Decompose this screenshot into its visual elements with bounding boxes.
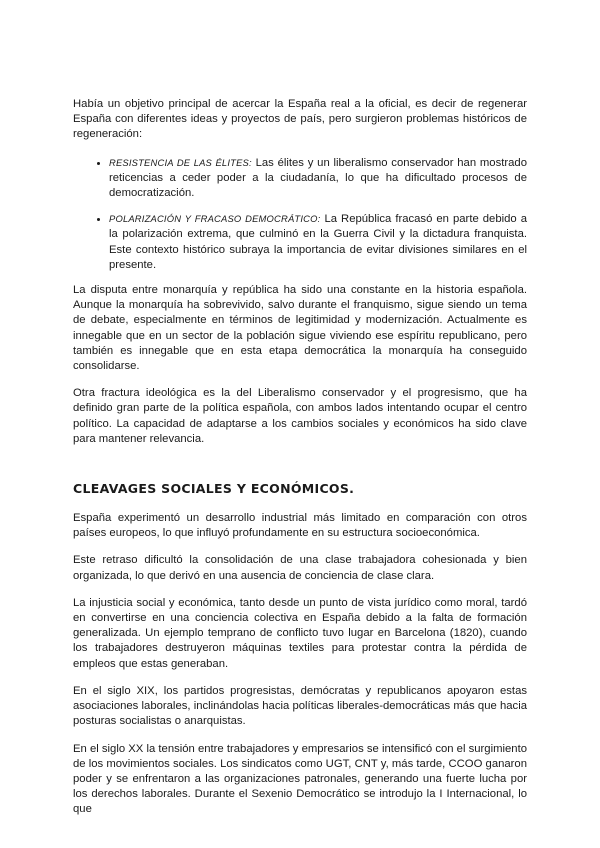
list-item-term: POLARIZACIÓN Y FRACASO DEMOCRÁTICO: bbox=[109, 213, 321, 225]
list-item-term: RESISTENCIA DE LAS ÉLITES: bbox=[109, 156, 252, 168]
list-item bbox=[109, 155, 527, 202]
section-paragraph: Este retraso dificultó la consolidación de una clase trabajadora cohesionada y bien organizada, lo que derivó en una ausencia de conciencia de clase clara. bbox=[73, 554, 527, 582]
list-item-text: Las élites y un liberalismo conservador han mostrado reticencias a ceder poder a la ciudadanía, lo que ha dificultado procesos de democratización. bbox=[109, 156, 527, 200]
intro-paragraph: Había un objetivo principal de acercar la España real a la oficial, es decir de regenerar España con diferentes ideas y proyectos de país, pero surgieron problemas históricos de regeneración: bbox=[73, 98, 527, 141]
section-heading: CLEAVAGES SOCIALES Y ECONÓMICOS. bbox=[73, 481, 355, 497]
problems-list bbox=[73, 155, 527, 273]
section-paragraph: La injusticia social y económica, tanto desde un punto de vista jurídico como moral, tardó en convertirse en una conciencia colectiva en España debido a la falta de formación generalizada. Un ejemplo temprano de conflicto tuvo lugar en Barcelona (1820), cuando los trabajadores destruyeron máquinas textiles para protestar contra la pérdida de empleos que estas generaban. bbox=[73, 596, 527, 670]
section-paragraph: En el siglo XX la tensión entre trabajadores y empresarios se intensificó con el surgimiento de los movimientos sociales. Los sindicatos como UGT, CNT y, más tarde, CCOO ganaron poder y se enfrentaron a las organizaciones patronales, generando una fuerte lucha por los derechos laborales. Durante el Sexenio Democrático se introdujo la I Internacional, lo que bbox=[73, 742, 527, 816]
document-body bbox=[73, 97, 527, 830]
section-paragraph: En el siglo XIX, los partidos progresistas, demócratas y republicanos apoyaron estas asociaciones laborales, inclinándolas hacia políticas liberales-democráticas más que hacia posturas socialistas o anarquistas. bbox=[73, 684, 527, 728]
monarchy-paragraph: La disputa entre monarquía y república ha sido una constante en la historia española. Aunque la monarquía ha sobrevivido, salvo durante el franquismo, sigue siendo un tema de debate, especialmente en términos de legitimidad y modernización. Actualmente es innegable que en un sector de la población sigue viviendo ese espíritu republicano, pero también es innegable que en esta etapa democrática la monarquía ha conseguido consolidarse. bbox=[73, 284, 527, 373]
ideology-paragraph: Otra fractura ideológica es la del Liberalismo conservador y el progresismo, que ha definido gran parte de la política española, con ambos lados intentando ocupar el centro político. La capacidad de adaptarse a los cambios sociales y económicos ha sido clave para mantener relevancia. bbox=[73, 387, 527, 445]
section-paragraph: España experimentó un desarrollo industrial más limitado en comparación con otros países europeos, lo que influyó profundamente en su estructura socioeconómica. bbox=[73, 512, 527, 540]
list-item bbox=[109, 211, 527, 273]
list-item-text: La República fracasó en parte debido a la polarización extrema, que culminó en la Guerra Civil y la dictadura franquista. Este contexto histórico subraya la importancia de evitar divisiones similares en el presente. bbox=[109, 213, 527, 271]
